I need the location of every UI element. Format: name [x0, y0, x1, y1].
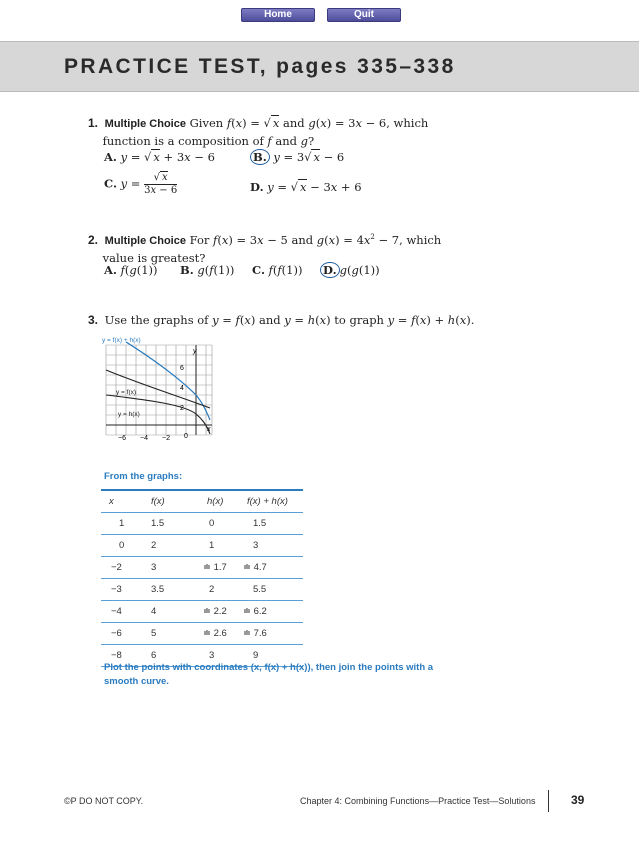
solution-table — [101, 489, 303, 667]
cell-x: 0 — [101, 535, 147, 557]
cell-sum: 3 — [243, 535, 303, 557]
q3-stem-c: to graph — [334, 313, 384, 327]
x-tick-neg4: −4 — [140, 435, 148, 442]
cell-fx: 3.5 — [147, 579, 203, 601]
table-row — [101, 513, 303, 535]
question-1: 1. Multiple Choice Given f(x) = √ x and g(x) = 3x − 6, which function is a composition of f and g? — [88, 116, 429, 148]
title-band — [0, 41, 639, 92]
quit-button[interactable]: Quit — [327, 8, 401, 22]
cell-hx: 1 — [203, 535, 243, 557]
table-header-row — [101, 490, 303, 513]
cell-hx: ≐ 2.6 — [203, 623, 243, 645]
cell-x: −8 — [101, 645, 147, 667]
cell-fx: 3 — [147, 557, 203, 579]
col-header-fx: f(x) — [147, 490, 203, 513]
q2-choice-a: A. f(g(1)) — [104, 263, 158, 277]
col-header-hx: h(x) — [203, 490, 243, 513]
cell-hx: ≐ 1.7 — [203, 557, 243, 579]
x-tick-neg2: −2 — [162, 435, 170, 442]
col-header-sum: f(x) + h(x) — [243, 490, 303, 513]
q1-stem-d: and — [275, 134, 297, 148]
page-title: PRACTICE TEST, pages 335–338 — [64, 55, 456, 78]
cell-x: 1 — [101, 513, 147, 535]
solution-heading: From the graphs: — [104, 471, 183, 482]
y-tick-4: 4 — [180, 385, 184, 392]
table-row — [101, 623, 303, 645]
cell-sum: 1.5 — [243, 513, 303, 535]
y-tick-2: 2 — [180, 405, 184, 412]
cell-sum: 5.5 — [243, 579, 303, 601]
q1-choice-b: B. y = 3√ x − 6 — [250, 150, 344, 164]
sum-curve-label: y = f(x) + h(x) — [102, 337, 141, 344]
q1-choice-a: A. y = √ x + 3x − 6 — [104, 150, 215, 164]
q2-stem-c: value is greatest? — [102, 250, 206, 265]
col-header-x: x — [101, 490, 147, 513]
question-2-number: 2. — [88, 232, 99, 247]
q1-stem-a: Given — [189, 116, 224, 130]
cell-sum: ≐ 4.7 — [243, 557, 303, 579]
question-1-mc-label: Multiple Choice — [104, 118, 186, 130]
q3-stem-b: and — [258, 313, 281, 327]
f-curve-label: y = f(x) — [116, 389, 137, 396]
q1-stem-b: which — [393, 116, 429, 130]
cell-hx: 2 — [203, 579, 243, 601]
cell-fx: 2 — [147, 535, 203, 557]
plot-instructions: Plot the points with coordinates (x, f(x) + h(x)), then join the points with a smooth curve. — [104, 662, 434, 687]
footer-chapter: Chapter 4: Combining Functions—Practice Test—Solutions — [300, 796, 536, 806]
cell-sum: ≐ 6.2 — [243, 601, 303, 623]
page-number: 39 — [571, 793, 585, 807]
question-3: 3. Use the graphs of y = f(x) and y = h(x) to graph y = f(x) + h(x). — [88, 313, 475, 327]
question-1-number: 1. — [88, 116, 99, 130]
x-tick-0: 0 — [184, 433, 188, 440]
footer-copyright: ©P DO NOT COPY. — [64, 796, 144, 806]
cell-hx: ≐ 2.2 — [203, 601, 243, 623]
question-3-number: 3. — [88, 313, 99, 327]
q1-stem-c: function is a composition of — [102, 134, 264, 148]
q1-choice-d: D. y = √ x − 3x + 6 — [250, 180, 362, 194]
footer-divider — [548, 790, 549, 812]
graph — [100, 332, 225, 450]
q1-choice-c: C. y = $\frac{√ x}{3x - 6}$ — [104, 172, 178, 196]
cell-fx: 6 — [147, 645, 203, 667]
h-curve-label: y = h(x) — [118, 411, 140, 418]
q2-choice-b: B. g(f(1)) — [180, 263, 235, 277]
q2-stem-a: For — [189, 232, 210, 247]
cell-x: −4 — [101, 601, 147, 623]
cell-x: −2 — [101, 557, 147, 579]
cell-fx: 1.5 — [147, 513, 203, 535]
cell-sum: ≐ 7.6 — [243, 623, 303, 645]
cell-hx: 0 — [203, 513, 243, 535]
sum-curve — [126, 342, 210, 420]
y-axis-label: y — [193, 348, 197, 355]
table-row — [101, 535, 303, 557]
q2-choice-c: C. f(f(1)) — [252, 263, 303, 277]
cell-fx: 4 — [147, 601, 203, 623]
cell-sum: 9 — [243, 645, 303, 667]
question-2: 2. Multiple Choice For f(x) = 3x − 5 and $g(x) = 4x^2 - 7$, which value is greatest? — [88, 232, 442, 265]
x-tick-neg6: −6 — [118, 435, 126, 442]
q3-stem-a: Use the graphs of — [104, 313, 209, 327]
question-2-mc-label: Multiple Choice — [104, 234, 186, 247]
q2-choice-d: D. g(g(1)) — [320, 263, 380, 277]
y-tick-6: 6 — [180, 365, 184, 372]
cell-x: −6 — [101, 623, 147, 645]
table-row — [101, 557, 303, 579]
cell-fx: 5 — [147, 623, 203, 645]
cell-x: −3 — [101, 579, 147, 601]
home-button[interactable]: Home — [241, 8, 315, 22]
x-axis-label: x — [207, 426, 211, 433]
table-row — [101, 579, 303, 601]
cell-hx: 3 — [203, 645, 243, 667]
q2-stem-b: which — [406, 232, 442, 247]
table-row — [101, 601, 303, 623]
